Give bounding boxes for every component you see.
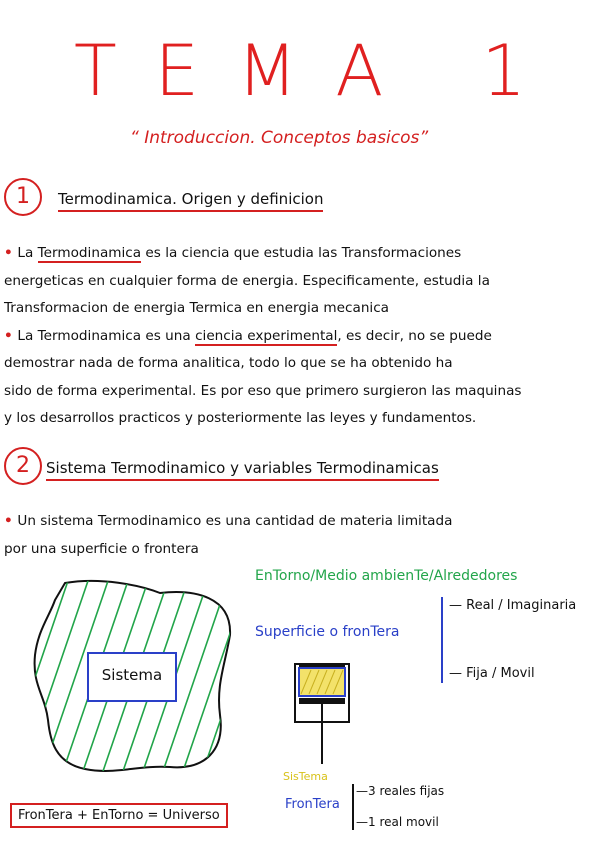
text-line bbox=[4, 240, 522, 268]
frontier-option-fixed: —3 reales fijas bbox=[356, 784, 445, 798]
universe-formula-box: FronTera + EnTorno = Universo bbox=[10, 803, 228, 828]
piston-system-label: SisTema bbox=[283, 770, 328, 783]
highlighted-term: Termodinamica bbox=[37, 245, 142, 261]
environment-label: EnTorno/Medio ambienTe/Alrededores bbox=[255, 568, 518, 584]
text-line: y los desarrollos practicos y posteriormente las leyes y fundamentos. bbox=[4, 410, 477, 426]
text-line: Transformacion de energia Termica en energia mecanica bbox=[4, 300, 390, 316]
text-line: demostrar nada de forma analitica, todo lo que se ha obtenido ha bbox=[4, 355, 453, 371]
page-subtitle: “ Introduccion. Conceptos basicos” bbox=[130, 128, 429, 148]
text-fragment: Un sistema Termodinamico es una cantidad de materia limitada bbox=[17, 513, 453, 529]
surface-label: Superficie o fronTera bbox=[255, 624, 400, 640]
bullet-icon: • bbox=[4, 245, 18, 261]
section-number-2: 2 bbox=[4, 447, 42, 485]
surface-option-fixed-mobile: — Fija / Movil bbox=[449, 666, 535, 681]
piston-cylinder-diagram bbox=[285, 660, 360, 770]
text-fragment: La bbox=[17, 245, 38, 261]
section-heading-1: Termodinamica. Origen y definicion bbox=[58, 190, 323, 212]
text-fragment: La Termodinamica es una bbox=[17, 327, 196, 344]
page-title: TEMA 1 bbox=[73, 30, 565, 112]
system-label: Sistema bbox=[101, 666, 163, 684]
frontier-brace bbox=[352, 784, 354, 830]
text-fragment: es la ciencia que estudia las Transformaciones bbox=[141, 245, 462, 261]
section1-paragraph-1 bbox=[4, 240, 522, 433]
section-number-1: 1 bbox=[4, 178, 42, 216]
text-line bbox=[4, 508, 452, 536]
surface-brace bbox=[441, 597, 443, 683]
text-line bbox=[4, 323, 522, 351]
surface-option-real-imaginary: — Real / Imaginaria bbox=[449, 598, 577, 613]
section2-paragraph-1 bbox=[4, 508, 452, 563]
text-fragment: , es decir, no se puede bbox=[337, 327, 492, 344]
highlighted-term: ciencia experimental bbox=[195, 327, 338, 344]
bullet-icon: • bbox=[4, 513, 18, 529]
text-line: energeticas en cualquier forma de energia. Especificamente, estudia la bbox=[4, 272, 490, 289]
text-line: por una superficie o frontera bbox=[4, 540, 199, 557]
section-heading-2: Sistema Termodinamico y variables Termodinamicas bbox=[46, 459, 439, 481]
text-line: sido de forma experimental. Es por eso que primero surgieron las maquinas bbox=[4, 382, 522, 399]
piston-head bbox=[299, 698, 345, 704]
piston-frontier-label: FronTera bbox=[285, 797, 340, 812]
frontier-option-mobile: —1 real movil bbox=[356, 815, 439, 829]
bullet-icon: • bbox=[4, 327, 18, 344]
